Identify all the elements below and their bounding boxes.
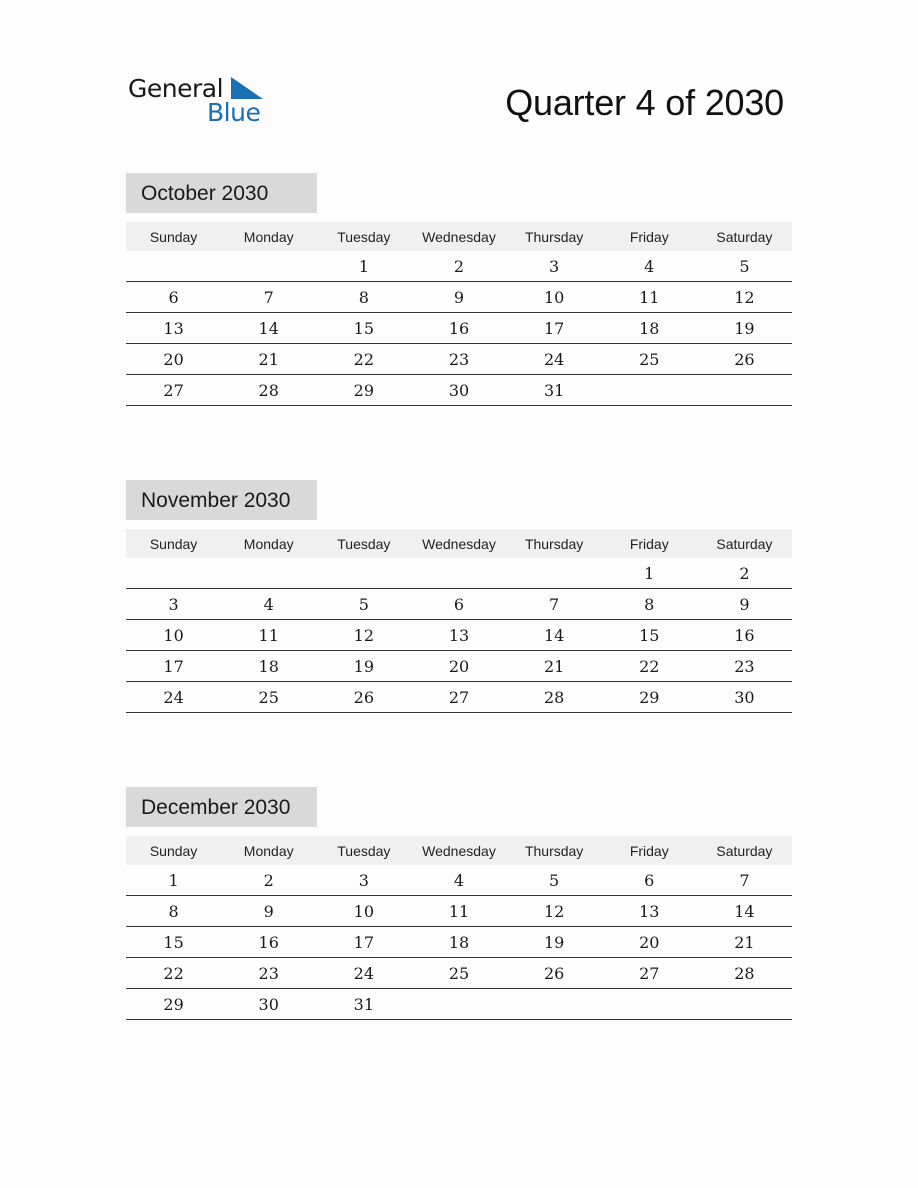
weekday-header: Wednesday (411, 529, 506, 558)
day-cell: 5 (739, 256, 750, 276)
day-cell: 7 (221, 282, 316, 313)
day-cell: 31 (507, 375, 602, 406)
day-cell: 25 (602, 344, 697, 375)
day-cell: 16 (411, 313, 506, 344)
day-cell: 13 (126, 313, 221, 344)
day-cell: 30 (221, 989, 316, 1020)
day-cell: 28 (697, 958, 792, 989)
week-row (126, 251, 792, 282)
day-cell: 8 (316, 282, 411, 313)
brand-name-blue: Blue (207, 98, 261, 127)
day-cell: 15 (316, 313, 411, 344)
day-cell: 25 (221, 682, 316, 713)
day-cell (411, 558, 506, 589)
weekday-header: Tuesday (316, 836, 411, 865)
day-cell: 23 (697, 651, 792, 682)
day-cell: 9 (411, 282, 506, 313)
month-calendar (126, 787, 792, 1020)
day-cell: 13 (602, 896, 697, 927)
day-cell: 10 (316, 896, 411, 927)
day-cell: 17 (126, 651, 221, 682)
day-cell: 12 (316, 620, 411, 651)
day-cell: 17 (507, 313, 602, 344)
day-cell: 3 (549, 256, 560, 276)
weekday-header: Wednesday (411, 836, 506, 865)
day-cell: 24 (316, 958, 411, 989)
day-cell (221, 558, 316, 589)
day-cell: 27 (126, 375, 221, 406)
day-cell (221, 251, 316, 282)
day-cell: 4 (644, 256, 655, 276)
day-cell: 26 (507, 958, 602, 989)
week-row (126, 958, 792, 989)
day-cell: 18 (221, 651, 316, 682)
day-cell: 15 (602, 620, 697, 651)
day-cell: 26 (316, 682, 411, 713)
day-cell: 27 (411, 682, 506, 713)
day-cell (316, 558, 411, 589)
weekday-header: Friday (602, 529, 697, 558)
weekday-header: Saturday (697, 529, 792, 558)
day-cell: 24 (507, 344, 602, 375)
weekday-header: Sunday (126, 836, 221, 865)
day-cell: 29 (126, 989, 221, 1020)
week-row (126, 558, 792, 589)
day-cell: 19 (507, 927, 602, 958)
day-cell: 22 (602, 651, 697, 682)
day-cell: 25 (411, 958, 506, 989)
day-cell: 26 (697, 344, 792, 375)
day-cell: 6 (126, 282, 221, 313)
day-cell: 6 (644, 870, 655, 890)
month-title: December 2030 (126, 787, 317, 827)
day-cell: 21 (507, 651, 602, 682)
day-cell: 29 (316, 375, 411, 406)
week-row (126, 313, 792, 344)
day-cell: 5 (549, 870, 560, 890)
weekday-header: Friday (602, 836, 697, 865)
day-cell: 22 (316, 344, 411, 375)
month-calendar (126, 480, 792, 713)
day-cell: 15 (126, 927, 221, 958)
week-row (126, 344, 792, 375)
day-cell: 3 (358, 870, 369, 890)
weekday-header: Thursday (507, 222, 602, 251)
day-cell: 1 (644, 563, 655, 583)
month-grid (126, 836, 792, 1020)
month-calendar (126, 173, 792, 406)
weekday-header: Tuesday (316, 529, 411, 558)
weekday-header: Monday (221, 529, 316, 558)
day-cell (507, 558, 602, 589)
day-cell (602, 989, 697, 1020)
week-row (126, 927, 792, 958)
month-title: November 2030 (126, 480, 317, 520)
day-cell: 10 (126, 620, 221, 651)
day-cell: 22 (126, 958, 221, 989)
day-cell: 21 (221, 344, 316, 375)
weekday-header: Saturday (697, 222, 792, 251)
day-cell: 9 (221, 896, 316, 927)
day-cell: 14 (221, 313, 316, 344)
day-cell: 4 (453, 870, 465, 890)
day-cell: 28 (507, 682, 602, 713)
day-cell: 8 (602, 589, 697, 620)
day-cell: 14 (697, 896, 792, 927)
brand-logo (128, 74, 268, 130)
day-cell (126, 558, 221, 589)
week-row (126, 620, 792, 651)
day-cell: 5 (316, 589, 411, 620)
day-cell: 10 (507, 282, 602, 313)
day-cell: 30 (411, 375, 506, 406)
weekday-header: Saturday (697, 836, 792, 865)
day-cell: 21 (697, 927, 792, 958)
month-grid (126, 529, 792, 713)
day-cell: 6 (411, 589, 506, 620)
day-cell: 3 (126, 589, 221, 620)
day-cell: 9 (697, 589, 792, 620)
day-cell (411, 989, 506, 1020)
day-cell: 16 (697, 620, 792, 651)
day-cell: 2 (263, 870, 274, 890)
day-cell: 8 (126, 896, 221, 927)
day-cell (602, 375, 697, 406)
week-row (126, 375, 792, 406)
day-cell: 27 (602, 958, 697, 989)
day-cell: 20 (411, 651, 506, 682)
weekday-header: Thursday (507, 529, 602, 558)
week-row (126, 282, 792, 313)
day-cell: 16 (221, 927, 316, 958)
month-grid (126, 222, 792, 406)
weekday-header: Thursday (507, 836, 602, 865)
day-cell: 23 (221, 958, 316, 989)
day-cell (507, 989, 602, 1020)
day-cell: 28 (221, 375, 316, 406)
day-cell (126, 251, 221, 282)
weekday-header: Friday (602, 222, 697, 251)
day-cell: 2 (739, 563, 750, 583)
day-cell: 18 (602, 313, 697, 344)
day-cell: 24 (126, 682, 221, 713)
day-cell: 17 (316, 927, 411, 958)
weekday-header-row (126, 529, 792, 558)
week-row (126, 682, 792, 713)
page-title: Quarter 4 of 2030 (505, 82, 784, 123)
day-cell: 2 (453, 256, 465, 276)
day-cell: 4 (221, 589, 316, 620)
day-cell: 19 (316, 651, 411, 682)
day-cell: 11 (411, 896, 506, 927)
weekday-header: Sunday (126, 529, 221, 558)
week-row (126, 989, 792, 1020)
day-cell: 7 (739, 870, 750, 890)
day-cell: 11 (602, 282, 697, 313)
week-row (126, 896, 792, 927)
day-cell: 1 (168, 870, 179, 890)
day-cell (697, 375, 792, 406)
day-cell: 11 (221, 620, 316, 651)
day-cell (697, 989, 792, 1020)
day-cell: 18 (411, 927, 506, 958)
brand-name-general: General (128, 74, 224, 103)
day-cell: 19 (697, 313, 792, 344)
day-cell: 20 (602, 927, 697, 958)
weekday-header: Tuesday (316, 222, 411, 251)
day-cell: 23 (411, 344, 506, 375)
day-cell: 31 (316, 989, 411, 1020)
day-cell: 12 (697, 282, 792, 313)
day-cell: 14 (507, 620, 602, 651)
week-row (126, 651, 792, 682)
day-cell: 29 (602, 682, 697, 713)
day-cell: 7 (507, 589, 602, 620)
month-title: October 2030 (126, 173, 317, 213)
day-cell: 30 (697, 682, 792, 713)
weekday-header: Monday (221, 222, 316, 251)
weekday-header-row (126, 222, 792, 251)
day-cell: 12 (507, 896, 602, 927)
weekday-header-row (126, 836, 792, 865)
weekday-header: Sunday (126, 222, 221, 251)
day-cell: 1 (358, 256, 369, 276)
week-row (126, 865, 792, 896)
day-cell: 20 (126, 344, 221, 375)
weekday-header: Monday (221, 836, 316, 865)
week-row (126, 589, 792, 620)
weekday-header: Wednesday (411, 222, 506, 251)
day-cell: 13 (411, 620, 506, 651)
